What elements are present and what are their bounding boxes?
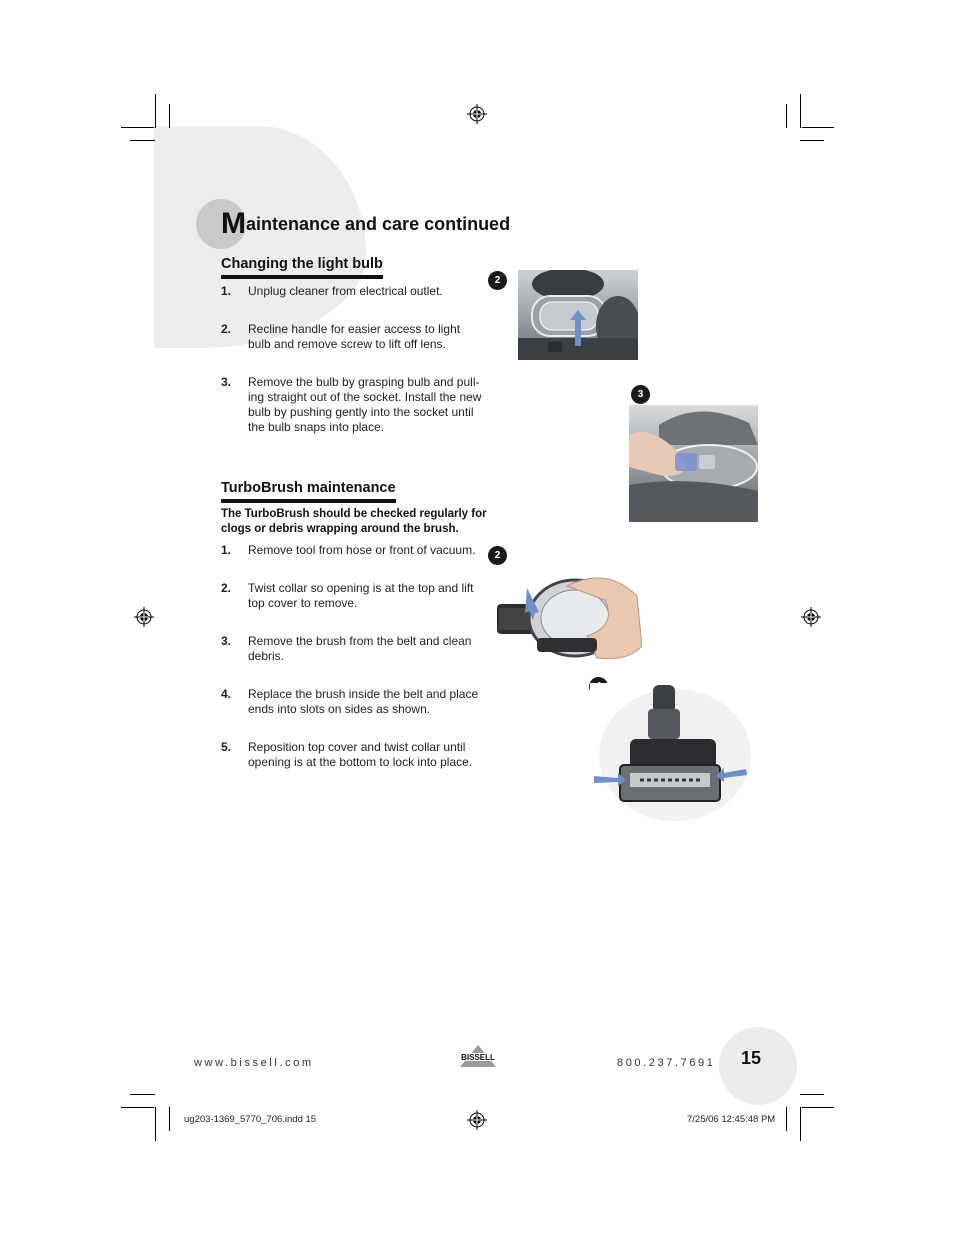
crop-mark (169, 104, 170, 128)
crop-mark (155, 94, 156, 128)
footer-phone: 800.237.7691 (617, 1057, 716, 1069)
turbobrush-brush-photo-icon (590, 683, 753, 825)
crop-mark (800, 1094, 824, 1095)
registration-mark-icon (134, 607, 154, 627)
crop-mark (169, 1107, 170, 1131)
crop-mark (800, 1107, 801, 1141)
bulb-socket-photo-icon (629, 405, 758, 522)
turbobrush-heading: TurboBrush maintenance (221, 480, 396, 503)
list-item: 2. Recline handle for easier access to light bulb and remove screw to lift off lens. (221, 322, 461, 351)
crop-mark (802, 1107, 834, 1108)
page-number: 15 (741, 1048, 762, 1068)
light-bulb-heading: Changing the light bulb (221, 256, 383, 279)
bissell-logo-text: BISSELL (461, 1053, 495, 1062)
file-slug: ug203-1369_5770_706.indd 15 (184, 1114, 317, 1125)
crop-mark (121, 127, 154, 128)
light-lens-photo-icon (518, 270, 638, 360)
crop-mark (130, 140, 155, 141)
crop-mark (800, 94, 801, 128)
crop-mark (121, 1107, 154, 1108)
registration-mark-icon (801, 607, 821, 627)
list-item: 5. Reposition top cover and twist collar until opening is at the bottom to lock into place. (221, 740, 473, 769)
turbobrush-intro: The TurboBrush should be checked regularly for clogs or debris wrapping around the brush. (221, 508, 487, 535)
list-item: 1. Unplug cleaner from electrical outlet. (221, 284, 443, 298)
list-item: 4. Replace the brush inside the belt and place ends into slots on sides as shown. (221, 687, 479, 716)
crop-mark (802, 127, 834, 128)
figure-badge: 2 (488, 271, 507, 290)
page-title (221, 209, 510, 239)
crop-mark (800, 140, 824, 141)
title-initial: M (221, 207, 246, 240)
bissell-logo-icon (458, 1045, 498, 1069)
list-item: 2. Twist collar so opening is at the top and lift top cover to remove. (221, 581, 474, 610)
figure-badge: 3 (631, 385, 650, 404)
turbobrush-collar-photo-icon (497, 566, 642, 666)
crop-mark (786, 1107, 787, 1131)
title-rest: aintenance and care continued (246, 214, 511, 234)
print-timestamp: 7/25/06 12:45:48 PM (687, 1114, 776, 1125)
registration-mark-icon (467, 104, 487, 124)
footer-website: www.bissell.com (194, 1057, 314, 1069)
crop-mark (130, 1094, 155, 1095)
figure-badge: 2 (488, 546, 507, 565)
list-item: 3. Remove the bulb by grasping bulb and pull-ing straight out of the socket. Install the new bulb by pushing gently into the socket until the bulb snaps into place. (221, 375, 482, 434)
registration-mark-icon (467, 1110, 487, 1130)
crop-mark (155, 1107, 156, 1141)
list-item: 3. Remove the brush from the belt and clean debris. (221, 634, 472, 663)
list-item: 1. Remove tool from hose or front of vacuum. (221, 543, 476, 557)
crop-mark (786, 104, 787, 128)
